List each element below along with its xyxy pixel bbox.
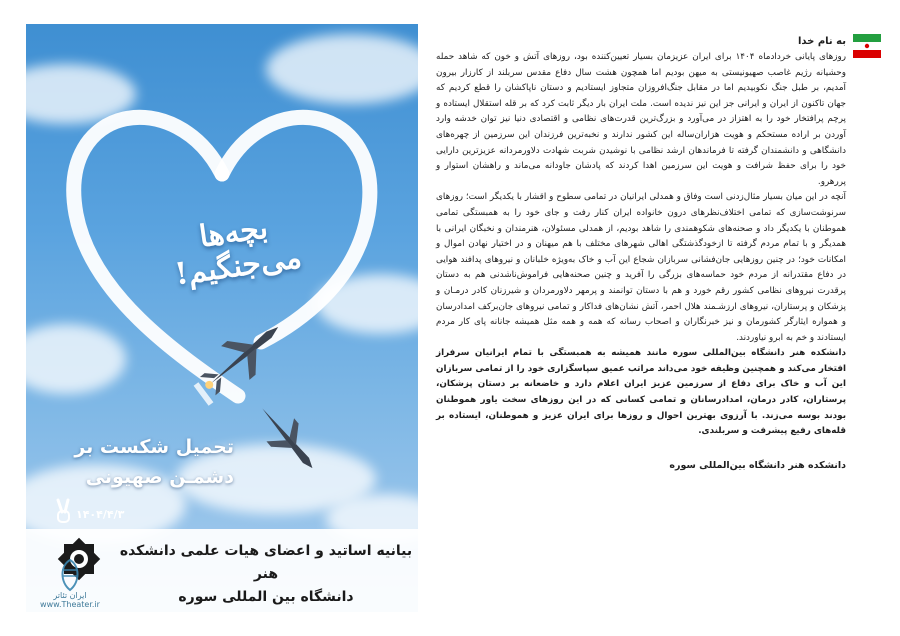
heart-contrail-illustration	[26, 24, 418, 612]
statement-paragraph-3: دانشکده هنر دانشگاه بین‌المللی سوره مانند همیشه به همبستگی با تمام ایرانیان سرفراز افتخار می‌کند و همچنین وظیفه خود می‌داند مراتب عمیق سپاسگزاری خود را از تمامی سربازان این آب و خاک برای دفاع از سرزمین عزیز ایران اعلام دارد و خاضعانه بر دستان پزشکان، پرستاران، کادر درمان، امدادرسانان و تمامی کسانی که در این روزهای سخت یاور هموطنان بودند بوسه می‌زند. با آرزوی بهترین احوال و روزها برای ایران عزیز و هموطنان، ایستاده بر قله‌های رفیع پیشرفت و سربلندی.	[436, 348, 846, 437]
poster-date: ۱۴۰۴/۴/۳	[76, 508, 125, 521]
footer-line-1: بیانیه اساتید و اعضای هیات علمی دانشکده هنر	[119, 543, 413, 582]
statement-greeting: به نام خدا	[797, 36, 846, 47]
statement-paragraph-2: آنچه در این میان بسیار مثال‌زدنی است وفاق و همدلی ایرانیان در تمامی سطوح و اقشار با یکدیگر است؛ روزهای سرنوشت‌سازی که تمامی اختلاف‌نظرهای درون خانواده ایران کنار رفت و جای خود را به همبستگی تمامی هموطنان با یکدیگر داد و صحنه‌های شکوهمندی را شاهد بودیم، از همدلی مسئولان، هنرمندان و نخبگان ایرانی با همدیگر و با تمام مردم گرفته تا ازخودگذشتگی اهالی شهرهای مختلف با هم میهنان و در اختیار نهادن اموال و امکانات خود؛ در چنین روزهایی جان‌فشانی سربازان شجاع این آب و خاک به‌ویژه خلبانان و نیروهای پدافند هوایی در دفاع مقتدرانه از مردم خود حماسه‌های بزرگی را آفرید و چنین صحنه‌هایی فراموش‌ناشدنی هم به دستان پرقدرت نیروهای نظامی کشور رقم خورد و هم با دستان توانمند و پرمهر دلاورمردان و شیرزنان کادر درمـان و پزشکان و پرستاران، نیروهای ارزشـمند هلال احمر، آتش نشان‌های فداکار و تمامی نیروهای جان‌برکف امدادرسان و همواره ایثارگر کشورمان و نیز خبرنگاران و اصحاب رسانه که همه و همه مثل همیشه جانانه پای کار مردم ایستادند و خم به ابرو نیاوردند.	[436, 192, 846, 343]
watermark-name: ایران تئاتر	[53, 591, 87, 600]
poster	[26, 24, 418, 612]
poster-slogan: بچه‌ها می‌جنگیم!	[172, 210, 304, 293]
footer-line-2: دانشگاه بین المللی سوره	[178, 589, 354, 605]
statement-text	[436, 34, 846, 579]
statement-signature: دانشکده هنر دانشگاه بین‌المللی سوره	[669, 459, 846, 471]
victory-hand-icon	[54, 498, 74, 524]
statement-paragraph-1: روزهای پایانی خردادماه ۱۴۰۴ برای ایران عزیزمان بسیار تعیین‌کننده بود، روزهای آتش و خون که شاهد حمله وحشیانه رژیم غاصب صهیونیستی به میهن بودیم اما همچون هشت سال دفاع مقدس سربلند از کارزار بیرون آمدیم، بر طبل جنگ نکوبیدیم اما در مقابل جنگ‌افروزان متجاوز ایستادیم و دستان ناپاکشان را قطع کردیم که جهان تاکنون از ایران و ایرانی جز این نیز ندیده است. ملت ایران بار دیگر ثابت کرد که بر قله استقلال ایستاده و پرچم پرافتخار خود را به اهتزاز در می‌آورد و بزرگ‌ترین قدرت‌های نظامی و اقتصادی دنیا نیز توان خدشه وارد آوردن بر اراده مستحکم و هویت هزاران‌ساله این کشور ندارند و نخبه‌ترین فرزندان این سرزمین از چهره‌های دانشگاهی و دانشمندان گرفته تا فرماندهان ارشد نظامی با نوشیدن شربت شهادت دلاورمردانه عزیزترین دارایی خود را برای حفظ شرافت و هویت این سرزمین اهدا کردند که پادشان جاودانه می‌ماند و راهشان استوار و پررهرو.	[436, 52, 846, 187]
poster-subtitle	[44, 432, 234, 492]
iran-flag-icon	[853, 34, 881, 58]
poster-subtitle-line1: تحمیل شکست بر	[74, 436, 234, 458]
theater-watermark-icon	[30, 556, 110, 608]
jet-lower-icon	[248, 397, 326, 480]
poster-footer-text	[116, 540, 416, 609]
watermark-url: www.Theater.ir	[40, 600, 100, 608]
poster-subtitle-line2: دشمـن صهیونی	[85, 466, 234, 488]
